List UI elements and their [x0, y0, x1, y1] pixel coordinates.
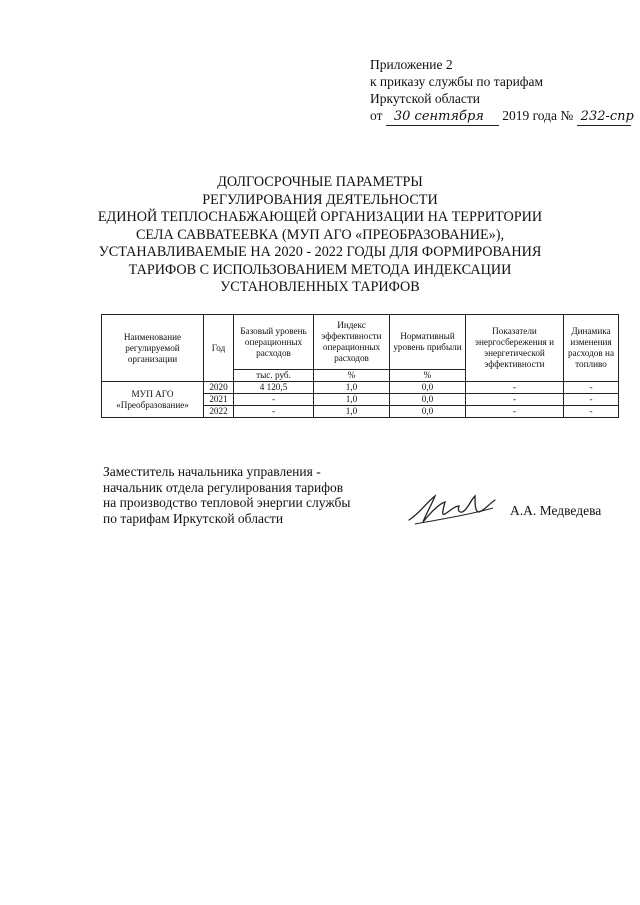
- header-org: Наименование регулируемой организации: [102, 315, 204, 382]
- signer-name: А.А. Медведева: [510, 503, 602, 518]
- profit-cell: 0,0: [390, 382, 466, 394]
- signer-line: начальник отдела регулирования тарифов: [103, 479, 344, 495]
- title-line: ЕДИНОЙ ТЕПЛОСНАБЖАЮЩЕЙ ОРГАНИЗАЦИИ НА ТЕРРИТОРИИ: [97, 209, 543, 225]
- energy-cell: -: [466, 406, 564, 418]
- title-line: СЕЛА САВВАТЕЕВКА (МУП АГО «ПРЕОБРАЗОВАНИЕ»),: [135, 226, 505, 243]
- header-year: Год: [204, 315, 234, 382]
- header-fuel: Динамика изменения расходов на топливо: [564, 315, 619, 382]
- table-header-row: [102, 315, 619, 370]
- fuel-cell: -: [564, 394, 619, 406]
- profit-cell: 0,0: [390, 406, 466, 418]
- title-line: РЕГУЛИРОВАНИЯ ДЕЯТЕЛЬНОСТИ: [202, 191, 438, 208]
- handwritten-order-number: 232-спр: [577, 108, 631, 126]
- handwritten-date: 30 сентября: [386, 108, 499, 126]
- header-base: Базовый уровень операционных расходов: [234, 315, 314, 370]
- title-line: ТАРИФОВ С ИСПОЛЬЗОВАНИЕМ МЕТОДА ИНДЕКСАЦИИ: [128, 261, 512, 278]
- annex-line-1: Приложение 2: [370, 57, 453, 72]
- title-line: УСТАНОВЛЕННЫХ ТАРИФОВ: [220, 279, 420, 295]
- profit-cell: 0,0: [390, 394, 466, 406]
- unit-index: %: [314, 370, 390, 382]
- index-cell: 1,0: [314, 406, 390, 418]
- signer-line: по тарифам Иркутской области: [103, 510, 284, 526]
- annex-header: [370, 56, 634, 126]
- fuel-cell: -: [564, 382, 619, 394]
- base-cell: -: [234, 394, 314, 406]
- energy-cell: -: [466, 382, 564, 394]
- signer-line: Заместитель начальника управления -: [103, 464, 321, 479]
- annex-year: 2019 года №: [502, 108, 574, 123]
- annex-date-line: [370, 107, 634, 126]
- base-cell: -: [234, 406, 314, 418]
- parameters-table: [101, 314, 619, 418]
- annex-line-3: Иркутской области: [370, 91, 481, 106]
- energy-cell: -: [466, 394, 564, 406]
- unit-base: тыс. руб.: [234, 370, 314, 382]
- signer-line: на производство тепловой энергии службы: [103, 495, 351, 510]
- signer-position: [103, 464, 350, 526]
- index-cell: 1,0: [314, 382, 390, 394]
- annex-from: от: [370, 108, 383, 123]
- header-energy: Показатели энергосбережения и энергетической эффективности: [466, 315, 564, 382]
- title-line: УСТАНАВЛИВАЕМЫЕ НА 2020 - 2022 ГОДЫ ДЛЯ ФОРМИРОВАНИЯ: [98, 244, 542, 260]
- handwritten-signature: [405, 490, 500, 526]
- table-row: [102, 382, 619, 394]
- year-cell: 2021: [204, 394, 234, 406]
- document-title: [80, 174, 560, 297]
- year-cell: 2020: [204, 382, 234, 394]
- year-cell: 2022: [204, 406, 234, 418]
- index-cell: 1,0: [314, 394, 390, 406]
- header-index: Индекс эффективности операционных расходов: [314, 315, 390, 370]
- annex-line-2: к приказу службы по тарифам: [370, 74, 544, 89]
- org-name-cell: МУП АГО «Преобразование»: [102, 382, 204, 418]
- base-cell: 4 120,5: [234, 382, 314, 394]
- title-line: ДОЛГОСРОЧНЫЕ ПАРАМЕТРЫ: [217, 174, 423, 190]
- header-profit: Нормативный уровень прибыли: [390, 315, 466, 370]
- fuel-cell: -: [564, 406, 619, 418]
- unit-profit: %: [390, 370, 466, 382]
